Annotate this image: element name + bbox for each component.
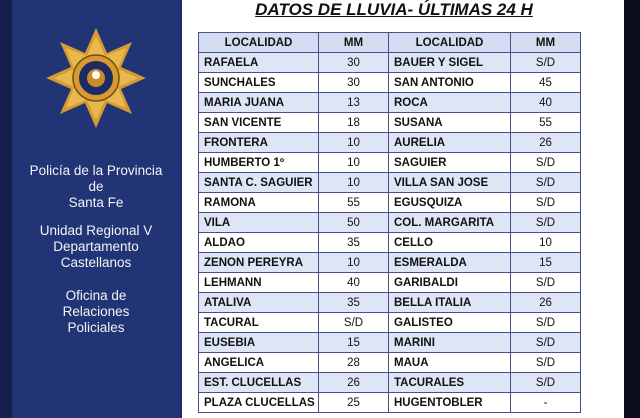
locality-cell: FRONTERA <box>199 133 319 153</box>
organization-name <box>12 163 180 211</box>
locality-cell: MAUA <box>389 353 511 373</box>
rainfall-mm-cell: 35 <box>319 293 389 313</box>
locality-cell: TACURAL <box>199 313 319 333</box>
locality-cell: LEHMANN <box>199 273 319 293</box>
locality-cell: VILLA SAN JOSE <box>389 173 511 193</box>
locality-cell: AURELIA <box>389 133 511 153</box>
table-row <box>199 313 581 333</box>
rainfall-mm-cell: S/D <box>511 273 581 293</box>
office-name <box>12 288 180 336</box>
rainfall-mm-cell: 10 <box>319 253 389 273</box>
locality-cell: SAN VICENTE <box>199 113 319 133</box>
locality-cell: SUNCHALES <box>199 73 319 93</box>
rainfall-mm-cell: S/D <box>511 313 581 333</box>
table-row <box>199 393 581 413</box>
header-locality: LOCALIDAD <box>389 33 511 53</box>
header-mm: MM <box>319 33 389 53</box>
table-row <box>199 213 581 233</box>
rainfall-mm-cell: S/D <box>511 153 581 173</box>
rainfall-mm-cell: 26 <box>511 293 581 313</box>
table-row <box>199 273 581 293</box>
rainfall-mm-cell: 30 <box>319 53 389 73</box>
locality-cell: ATALIVA <box>199 293 319 313</box>
org-line: Santa Fe <box>68 195 124 210</box>
rainfall-mm-cell: - <box>511 393 581 413</box>
police-badge-logo <box>46 28 146 128</box>
office-line: Policiales <box>67 320 125 335</box>
rainfall-mm-cell: 45 <box>511 73 581 93</box>
locality-cell: SANTA C. SAGUIER <box>199 173 319 193</box>
unit-line: Unidad Regional V <box>39 223 153 238</box>
table-row <box>199 353 581 373</box>
org-line: de <box>88 179 104 194</box>
rainfall-mm-cell: 55 <box>511 113 581 133</box>
right-edge <box>624 0 640 418</box>
table-row <box>199 153 581 173</box>
table-row <box>199 73 581 93</box>
locality-cell: SAN ANTONIO <box>389 73 511 93</box>
rainfall-mm-cell: S/D <box>511 213 581 233</box>
table-row <box>199 373 581 393</box>
locality-cell: HUGENTOBLER <box>389 393 511 413</box>
rainfall-mm-cell: 26 <box>511 133 581 153</box>
rainfall-mm-cell: 26 <box>319 373 389 393</box>
rainfall-mm-cell: 13 <box>319 93 389 113</box>
unit-line: Departamento <box>53 239 139 254</box>
table-row <box>199 233 581 253</box>
header-locality: LOCALIDAD <box>199 33 319 53</box>
rainfall-mm-cell: 10 <box>319 173 389 193</box>
header-mm: MM <box>511 33 581 53</box>
locality-cell: MARIA JUANA <box>199 93 319 113</box>
rainfall-mm-cell: 40 <box>319 273 389 293</box>
page-title: DATOS DE LLUVIA- ÚLTIMAS 24 H <box>255 0 533 19</box>
locality-cell: SUSANA <box>389 113 511 133</box>
rainfall-mm-cell: S/D <box>511 53 581 73</box>
office-line: Oficina de <box>65 288 127 303</box>
locality-cell: TACURALES <box>389 373 511 393</box>
rainfall-mm-cell: 50 <box>319 213 389 233</box>
table-row <box>199 53 581 73</box>
locality-cell: GALISTEO <box>389 313 511 333</box>
rainfall-mm-cell: 10 <box>511 233 581 253</box>
locality-cell: RAMONA <box>199 193 319 213</box>
rainfall-mm-cell: 55 <box>319 193 389 213</box>
table-body <box>199 53 581 413</box>
rainfall-mm-cell: 10 <box>319 133 389 153</box>
table-row <box>199 113 581 133</box>
rainfall-mm-cell: 35 <box>319 233 389 253</box>
table-row <box>199 193 581 213</box>
locality-cell: BAUER Y SIGEL <box>389 53 511 73</box>
locality-cell: PLAZA CLUCELLAS <box>199 393 319 413</box>
rainfall-mm-cell: 15 <box>511 253 581 273</box>
rainfall-mm-cell: 10 <box>319 153 389 173</box>
rainfall-mm-cell: S/D <box>511 373 581 393</box>
table-row <box>199 333 581 353</box>
table-row <box>199 93 581 113</box>
org-line: Policía de la Provincia <box>29 163 163 178</box>
locality-cell: GARIBALDI <box>389 273 511 293</box>
locality-cell: RAFAELA <box>199 53 319 73</box>
rainfall-mm-cell: S/D <box>511 333 581 353</box>
locality-cell: BELLA ITALIA <box>389 293 511 313</box>
locality-cell: CELLO <box>389 233 511 253</box>
sidebar <box>12 0 180 418</box>
rainfall-mm-cell: S/D <box>511 353 581 373</box>
table-row <box>199 133 581 153</box>
rainfall-mm-cell: S/D <box>319 313 389 333</box>
table-row <box>199 173 581 193</box>
locality-cell: VILA <box>199 213 319 233</box>
locality-cell: ROCA <box>389 93 511 113</box>
table-header-row <box>199 33 581 53</box>
locality-cell: ESMERALDA <box>389 253 511 273</box>
rainfall-table <box>198 32 581 413</box>
rainfall-mm-cell: 28 <box>319 353 389 373</box>
locality-cell: COL. MARGARITA <box>389 213 511 233</box>
unit-name <box>12 223 180 271</box>
locality-cell: SAGUIER <box>389 153 511 173</box>
rainfall-mm-cell: 18 <box>319 113 389 133</box>
unit-line: Castellanos <box>60 255 132 270</box>
rainfall-mm-cell: 15 <box>319 333 389 353</box>
table-row <box>199 253 581 273</box>
rainfall-mm-cell: S/D <box>511 173 581 193</box>
left-edge <box>0 0 12 418</box>
locality-cell: ZENON PEREYRA <box>199 253 319 273</box>
locality-cell: HUMBERTO 1º <box>199 153 319 173</box>
office-line: Relaciones <box>62 304 130 319</box>
rainfall-mm-cell: S/D <box>511 193 581 213</box>
locality-cell: EST. CLUCELLAS <box>199 373 319 393</box>
locality-cell: MARINI <box>389 333 511 353</box>
table-row <box>199 293 581 313</box>
locality-cell: ANGELICA <box>199 353 319 373</box>
document-page <box>182 0 624 418</box>
locality-cell: EGUSQUIZA <box>389 193 511 213</box>
locality-cell: ALDAO <box>199 233 319 253</box>
rainfall-mm-cell: 25 <box>319 393 389 413</box>
rainfall-mm-cell: 30 <box>319 73 389 93</box>
rainfall-mm-cell: 40 <box>511 93 581 113</box>
locality-cell: EUSEBIA <box>199 333 319 353</box>
